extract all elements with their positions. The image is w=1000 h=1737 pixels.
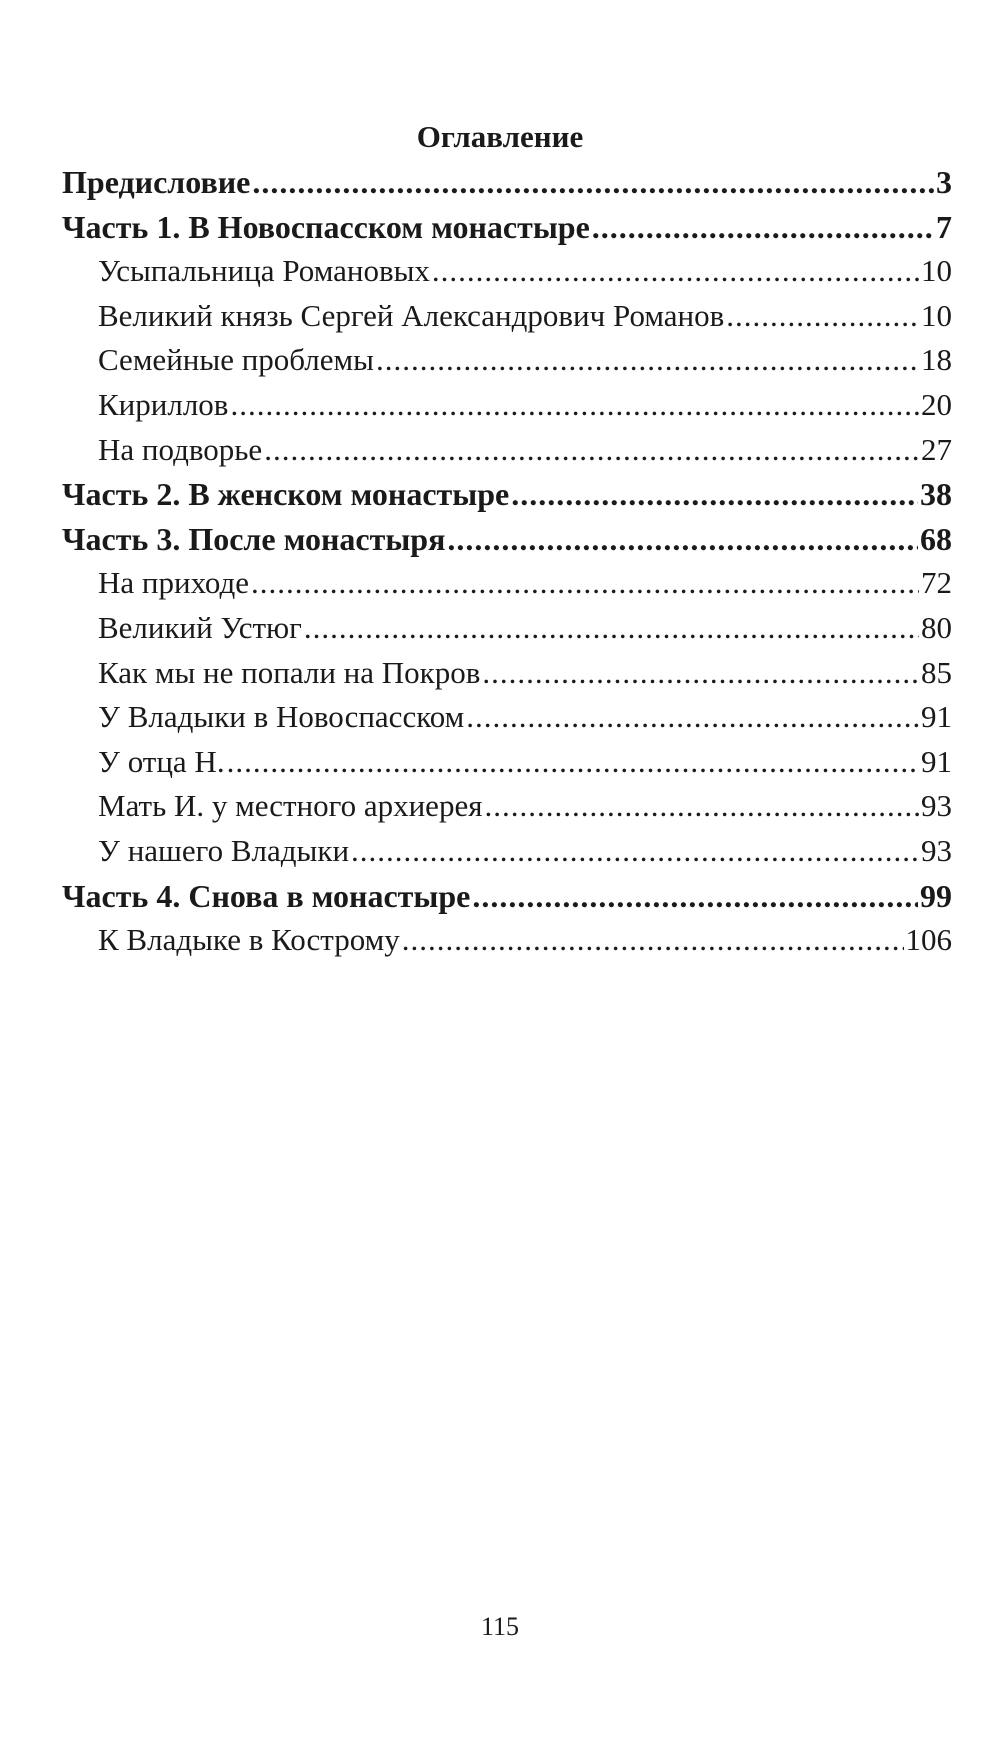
page-number: 115 [480,1612,520,1641]
toc-entry-page: 27 [921,431,952,467]
toc-entry-page: 106 [905,922,952,958]
toc-entry-label: Великий Устюг [98,609,302,645]
table-of-contents [62,160,952,963]
toc-entry-label: Часть 3. После монастыря [62,520,446,557]
toc-entry-label: На подворье [98,431,263,467]
toc-entry-page: 93 [921,788,952,824]
toc-entry-part-2 [62,472,952,517]
toc-entry-label: У отца Н. [98,743,225,779]
toc-entry-label: Великий князь Сергей Александрович Романов [98,297,725,333]
toc-entry-page: 85 [921,654,952,690]
dot-leader [264,428,919,473]
dot-leader [351,829,919,874]
toc-entry-section [62,606,952,651]
toc-entry-part-4 [62,874,952,919]
toc-entry-part-3 [62,517,952,562]
toc-entry-page: 10 [921,297,952,333]
dot-leader [432,249,919,294]
dot-leader [230,383,919,428]
toc-entry-label: На приходе [98,565,250,601]
toc-entry-page: 38 [920,476,952,513]
dot-leader [402,918,904,963]
toc-entry-section [62,695,952,740]
toc-entry-label: Предисловие [62,164,251,200]
dot-leader [304,606,919,651]
toc-entry-page: 93 [921,832,952,868]
toc-entry-section [62,829,952,874]
toc-entry-page: 18 [921,342,952,378]
toc-entry-page: 72 [921,565,952,601]
toc-entry-section [62,740,952,785]
toc-entry-part-1 [62,205,952,250]
dot-leader [511,472,918,517]
toc-title: Оглавление [416,119,584,154]
dot-leader [252,160,934,205]
toc-entry-section [62,561,952,606]
dot-leader [484,784,919,829]
dot-leader [376,338,919,383]
toc-entry-preface [62,160,952,205]
toc-entry-page: 10 [921,253,952,289]
toc-entry-section [62,651,952,696]
dot-leader [472,874,918,919]
dot-leader [482,651,919,696]
toc-entry-section [62,338,952,383]
toc-entry-page: 68 [920,520,952,557]
dot-leader [447,517,918,562]
toc-entry-section [62,428,952,473]
dot-leader [592,205,934,250]
toc-entry-page: 7 [936,208,952,245]
toc-entry-label: Усыпальница Романовых [98,253,430,289]
toc-entry-label: Семейные проблемы [98,342,374,378]
toc-entry-label: К Владыке в Кострому [98,922,400,958]
toc-entry-label: Кириллов [98,386,229,422]
toc-entry-section [62,918,952,963]
toc-entry-page: 3 [936,164,952,200]
toc-entry-page: 20 [921,386,952,422]
toc-entry-section [62,383,952,428]
toc-entry-label: Часть 2. В женском монастыре [62,476,510,513]
toc-entry-label: Часть 1. В Новоспасском монастыре [62,208,590,245]
toc-entry-page: 80 [921,609,952,645]
toc-entry-label: У нашего Владыки [98,832,350,868]
toc-entry-label: У Владыки в Новоспасском [98,699,465,735]
toc-entry-page: 91 [921,743,952,779]
dot-leader [227,740,919,785]
toc-entry-section [62,784,952,829]
dot-leader [726,294,919,339]
toc-entry-label: Как мы не попали на Покров [98,654,481,690]
dot-leader [466,695,919,740]
toc-entry-page: 99 [920,877,952,914]
toc-entry-section [62,294,952,339]
toc-entry-label: Часть 4. Снова в монастыре [62,877,471,914]
toc-entry-section [62,249,952,294]
toc-entry-label: Мать И. у местного архиерея [98,788,483,824]
toc-entry-page: 91 [921,699,952,735]
dot-leader [251,561,919,606]
